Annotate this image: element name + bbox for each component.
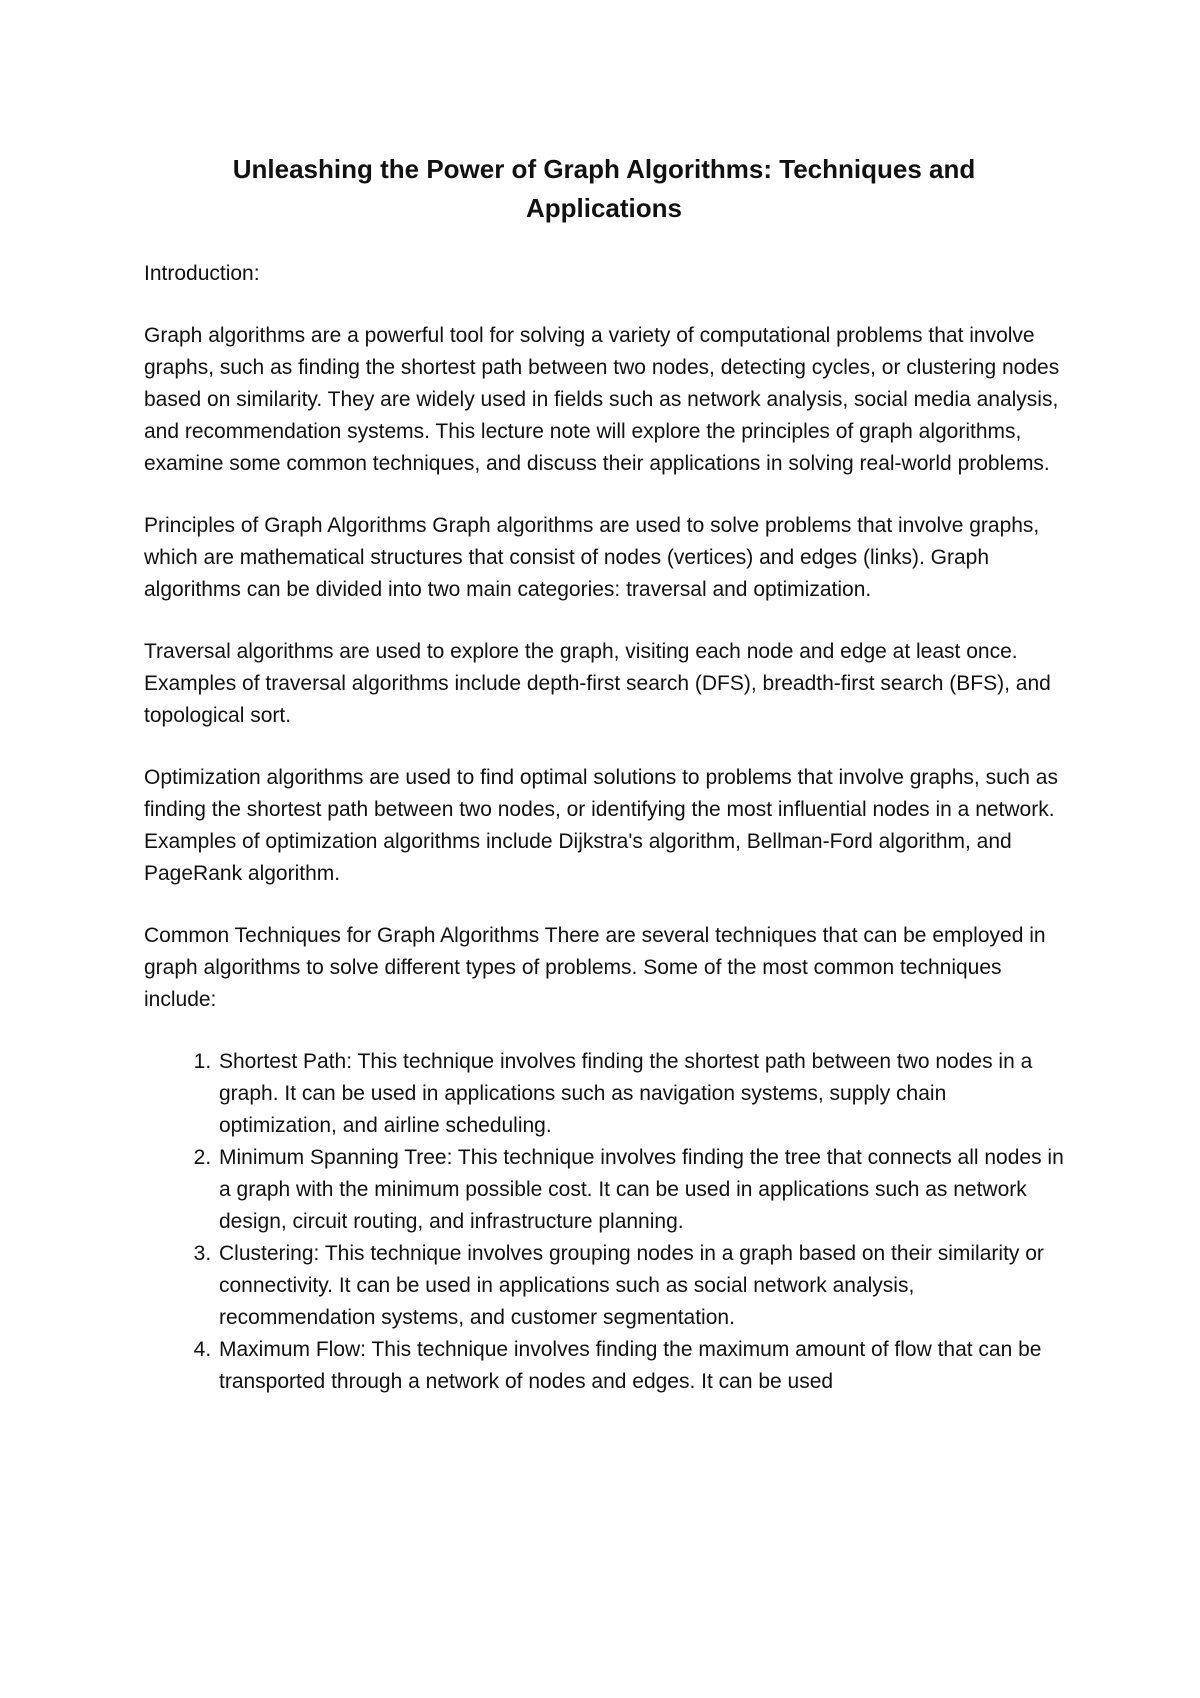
list-item-maximum-flow: 4. Maximum Flow: This technique involves finding the maximum amount of flow that can be transported through a network of nodes and edges. It can be used bbox=[217, 1334, 1064, 1398]
techniques-list bbox=[144, 1046, 1064, 1398]
paragraph-optimization: Optimization algorithms are used to find optimal solutions to problems that involve graphs, such as finding the shortest path between two nodes, or identifying the most influential nodes in a network. Examples of optimization algorithms include Dijkstra's algorithm, Bellman-Ford algorithm, and PageRank algorithm. bbox=[144, 766, 1058, 885]
paragraph-introduction: Graph algorithms are a powerful tool for solving a variety of computational problems that involve graphs, such as finding the shortest path between two nodes, detecting cycles, or clustering nodes based on similarity. They are widely used in fields such as network analysis, social media analysis, and recommendation systems. This lecture note will explore the principles of graph algorithms, examine some common techniques, and discuss their applications in solving real-world problems. bbox=[144, 324, 1060, 475]
paragraph-traversal: Traversal algorithms are used to explore the graph, visiting each node and edge at least once. Examples of traversal algorithms include depth-first search (DFS), breadth-first search (BFS), and topological sort. bbox=[144, 640, 1051, 727]
list-item-clustering: 3. Clustering: This technique involves grouping nodes in a graph based on their similarity or connectivity. It can be used in applications such as social network analysis, recommendation systems, and customer segmentation. bbox=[217, 1238, 1064, 1334]
paragraph-principles: Principles of Graph Algorithms Graph algorithms are used to solve problems that involve graphs, which are mathematical structures that consist of nodes (vertices) and edges (links). Graph algorithms can be divided into two main categories: traversal and optimization. bbox=[144, 514, 1040, 601]
document-title: Unleashing the Power of Graph Algorithms: Techniques and Applications bbox=[232, 154, 976, 223]
list-item-minimum-spanning-tree: 2. Minimum Spanning Tree: This technique involves finding the tree that connects all nodes in a graph with the minimum possible cost. It can be used in applications such as network design, circuit routing, and infrastructure planning. bbox=[217, 1142, 1064, 1238]
paragraph-common-techniques: Common Techniques for Graph Algorithms There are several techniques that can be employed in graph algorithms to solve different types of problems. Some of the most common techniques include: bbox=[144, 924, 1046, 1011]
list-item-shortest-path: 1. Shortest Path: This technique involves finding the shortest path between two nodes in a graph. It can be used in applications such as navigation systems, supply chain optimization, and airline scheduling. bbox=[217, 1046, 1064, 1142]
document-page bbox=[144, 150, 1064, 1398]
introduction-heading: Introduction: bbox=[144, 262, 260, 285]
